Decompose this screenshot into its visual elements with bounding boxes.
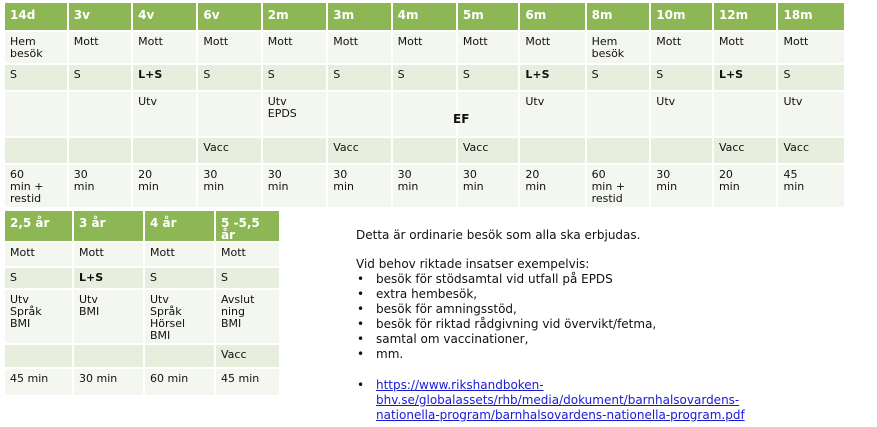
infant-schedule-header-cell: 8m bbox=[587, 3, 652, 32]
bullet-text: samtal om vaccinationer, bbox=[376, 332, 529, 346]
infant-schedule-header-cell: 12m bbox=[714, 3, 779, 32]
visit-schedule-table-child bbox=[5, 211, 281, 397]
lead-text: Vid behov riktade insatser exempelvis: bbox=[356, 257, 590, 271]
infant-schedule-cell: Mott bbox=[520, 32, 586, 65]
infant-schedule-header-cell: 6m bbox=[520, 3, 586, 32]
bullet-item bbox=[356, 302, 871, 317]
infant-schedule-header-cell: 5m bbox=[458, 3, 520, 32]
child-schedule-cell: Utv Språk Hörsel BMI bbox=[145, 290, 216, 345]
infant-schedule-cell bbox=[69, 138, 133, 165]
infant-schedule-cell bbox=[5, 92, 69, 138]
infant-schedule-cell bbox=[651, 138, 714, 165]
infant-schedule-cell bbox=[587, 92, 652, 138]
child-schedule-header-cell: 4 år bbox=[145, 211, 216, 243]
infant-schedule-cell: L+S bbox=[714, 65, 779, 92]
infant-schedule-cell: S bbox=[393, 65, 458, 92]
child-schedule-row bbox=[5, 268, 281, 290]
infant-schedule-cell: Mott bbox=[714, 32, 779, 65]
bullet-icon: • bbox=[357, 302, 365, 316]
infant-schedule-header-cell: 2m bbox=[263, 3, 328, 32]
infant-schedule-cell: 60 min + restid bbox=[5, 165, 69, 209]
infant-schedule-cell bbox=[520, 138, 586, 165]
infant-schedule-cell: Mott bbox=[458, 32, 520, 65]
visit-schedule-table-infant bbox=[5, 3, 846, 209]
infant-schedule-cell: Mott bbox=[328, 32, 392, 65]
child-schedule-cell bbox=[5, 345, 74, 369]
bullet-item bbox=[356, 287, 871, 302]
infant-schedule-cell bbox=[198, 92, 262, 138]
infant-schedule-cell: 30 min bbox=[69, 165, 133, 209]
infant-schedule-cell: L+S bbox=[133, 65, 198, 92]
infant-schedule-cell: 30 min bbox=[263, 165, 328, 209]
infant-schedule-cell: Mott bbox=[133, 32, 198, 65]
infant-schedule-cell: L+S bbox=[520, 65, 586, 92]
child-schedule-row bbox=[5, 369, 281, 397]
infant-schedule-cell: Mott bbox=[778, 32, 846, 65]
notes-panel bbox=[356, 228, 871, 423]
link-list bbox=[356, 378, 871, 423]
child-schedule-header-cell: 2,5 år bbox=[5, 211, 74, 243]
infant-schedule-header-cell: 18m bbox=[778, 3, 846, 32]
infant-schedule-cell: S bbox=[198, 65, 262, 92]
infant-schedule-row bbox=[5, 165, 846, 209]
overlay-label: EF bbox=[453, 112, 470, 126]
infant-schedule-cell: Vacc bbox=[328, 138, 392, 165]
bullet-text: extra hembesök, bbox=[376, 287, 478, 301]
bullet-item bbox=[356, 317, 871, 332]
infant-schedule-cell: S bbox=[778, 65, 846, 92]
child-schedule-cell: 30 min bbox=[74, 369, 145, 397]
child-schedule-cell: S bbox=[145, 268, 216, 290]
infant-schedule-cell bbox=[328, 92, 392, 138]
infant-schedule-cell: Mott bbox=[69, 32, 133, 65]
child-schedule-cell bbox=[145, 345, 216, 369]
infant-schedule-header-cell: 3v bbox=[69, 3, 133, 32]
bullet-text: besök för stödsamtal vid utfall på EPDS bbox=[376, 272, 613, 286]
bullet-icon: • bbox=[357, 287, 365, 301]
infant-schedule-header-cell: 4m bbox=[393, 3, 458, 32]
infant-schedule-cell: 20 min bbox=[714, 165, 779, 209]
infant-schedule-cell: Utv bbox=[778, 92, 846, 138]
infant-schedule-cell: 30 min bbox=[328, 165, 392, 209]
infant-schedule-cell bbox=[263, 138, 328, 165]
infant-schedule-cell: 30 min bbox=[651, 165, 714, 209]
child-schedule-cell: S bbox=[5, 268, 74, 290]
child-schedule-cell: Mott bbox=[74, 243, 145, 268]
infant-schedule-row bbox=[5, 138, 846, 165]
infant-schedule-cell: Mott bbox=[198, 32, 262, 65]
infant-schedule-cell: Hem besök bbox=[5, 32, 69, 65]
child-schedule-cell: S bbox=[216, 268, 281, 290]
child-schedule-cell: Mott bbox=[216, 243, 281, 268]
bullet-list bbox=[356, 272, 871, 362]
infant-schedule-header-cell: 3m bbox=[328, 3, 392, 32]
link-line[interactable]: bhv.se/globalassets/rhb/media/dokument/barnhalsovardens- bbox=[376, 393, 740, 407]
child-schedule-cell: Mott bbox=[145, 243, 216, 268]
bullet-icon: • bbox=[357, 378, 365, 392]
infant-schedule-cell: 20 min bbox=[133, 165, 198, 209]
infant-schedule-cell bbox=[393, 92, 458, 138]
infant-schedule-cell: 60 min + restid bbox=[587, 165, 652, 209]
infant-schedule-cell: Utv EPDS bbox=[263, 92, 328, 138]
link-line[interactable]: https://www.rikshandboken- bbox=[376, 378, 544, 392]
bullet-text: besök för riktad rådgivning vid övervikt/fetma, bbox=[376, 317, 657, 331]
bullet-icon: • bbox=[357, 317, 365, 331]
child-schedule-cell: Vacc bbox=[216, 345, 281, 369]
child-schedule-cell: Utv Språk BMI bbox=[5, 290, 74, 345]
link-line[interactable]: nationella-program/barnhalsovardens-nationella-program.pdf bbox=[376, 408, 745, 422]
child-schedule-cell: Avslut ning BMI bbox=[216, 290, 281, 345]
bullet-item bbox=[356, 272, 871, 287]
infant-schedule-cell: S bbox=[263, 65, 328, 92]
infant-schedule-header-cell: 14d bbox=[5, 3, 69, 32]
infant-schedule-cell: Vacc bbox=[198, 138, 262, 165]
child-schedule-row bbox=[5, 345, 281, 369]
infant-schedule-cell: 30 min bbox=[198, 165, 262, 209]
infant-schedule-cell bbox=[69, 92, 133, 138]
link-item bbox=[356, 378, 871, 423]
infant-schedule-row bbox=[5, 65, 846, 92]
infant-schedule-cell: Mott bbox=[393, 32, 458, 65]
child-schedule-cell: 60 min bbox=[145, 369, 216, 397]
bullet-icon: • bbox=[357, 347, 365, 361]
child-schedule-cell: 45 min bbox=[216, 369, 281, 397]
infant-schedule-header-cell: 10m bbox=[651, 3, 714, 32]
infant-schedule-header-cell: 4v bbox=[133, 3, 198, 32]
infant-schedule-cell: S bbox=[587, 65, 652, 92]
child-schedule-header-row bbox=[5, 211, 281, 243]
bullet-item bbox=[356, 332, 871, 347]
infant-schedule-header-cell: 6v bbox=[198, 3, 262, 32]
infant-schedule-cell bbox=[714, 92, 779, 138]
child-schedule-cell: 45 min bbox=[5, 369, 74, 397]
infant-schedule-cell: Utv bbox=[520, 92, 586, 138]
infant-schedule-header-row bbox=[5, 3, 846, 32]
infant-schedule-cell: Vacc bbox=[714, 138, 779, 165]
infant-schedule-cell: Utv bbox=[133, 92, 198, 138]
infant-schedule-cell: Vacc bbox=[778, 138, 846, 165]
infant-schedule-cell: Mott bbox=[263, 32, 328, 65]
infant-schedule-cell: S bbox=[328, 65, 392, 92]
child-schedule-cell: Utv BMI bbox=[74, 290, 145, 345]
child-schedule-cell: Mott bbox=[5, 243, 74, 268]
child-schedule-row bbox=[5, 290, 281, 345]
infant-schedule-cell: S bbox=[5, 65, 69, 92]
infant-schedule-cell: Mott bbox=[651, 32, 714, 65]
infant-schedule-cell: Utv bbox=[651, 92, 714, 138]
bullet-icon: • bbox=[357, 272, 365, 286]
child-schedule-header-cell: 3 år bbox=[74, 211, 145, 243]
infant-schedule-cell: 20 min bbox=[520, 165, 586, 209]
infant-schedule-cell bbox=[587, 138, 652, 165]
bullet-icon: • bbox=[357, 332, 365, 346]
infant-schedule-row bbox=[5, 92, 846, 138]
child-schedule-cell: L+S bbox=[74, 268, 145, 290]
infant-schedule-cell: S bbox=[458, 65, 520, 92]
bullet-item bbox=[356, 347, 871, 362]
infant-schedule-cell bbox=[5, 138, 69, 165]
infant-schedule-cell: Hem besök bbox=[587, 32, 652, 65]
intro-text: Detta är ordinarie besök som alla ska erbjudas. bbox=[356, 228, 641, 242]
infant-schedule-cell bbox=[133, 138, 198, 165]
child-schedule-row bbox=[5, 243, 281, 268]
infant-schedule-cell: 30 min bbox=[393, 165, 458, 209]
program-document-link[interactable] bbox=[376, 378, 745, 422]
infant-schedule-cell: S bbox=[651, 65, 714, 92]
infant-schedule-cell: 45 min bbox=[778, 165, 846, 209]
infant-schedule-cell: 30 min bbox=[458, 165, 520, 209]
child-schedule-header-cell: 5 -5,5 år bbox=[216, 211, 281, 243]
infant-schedule-cell bbox=[393, 138, 458, 165]
child-schedule-cell bbox=[74, 345, 145, 369]
infant-schedule-cell: Vacc bbox=[458, 138, 520, 165]
bullet-text: mm. bbox=[376, 347, 404, 361]
infant-schedule-row bbox=[5, 32, 846, 65]
bullet-text: besök för amningsstöd, bbox=[376, 302, 517, 316]
infant-schedule-cell: S bbox=[69, 65, 133, 92]
